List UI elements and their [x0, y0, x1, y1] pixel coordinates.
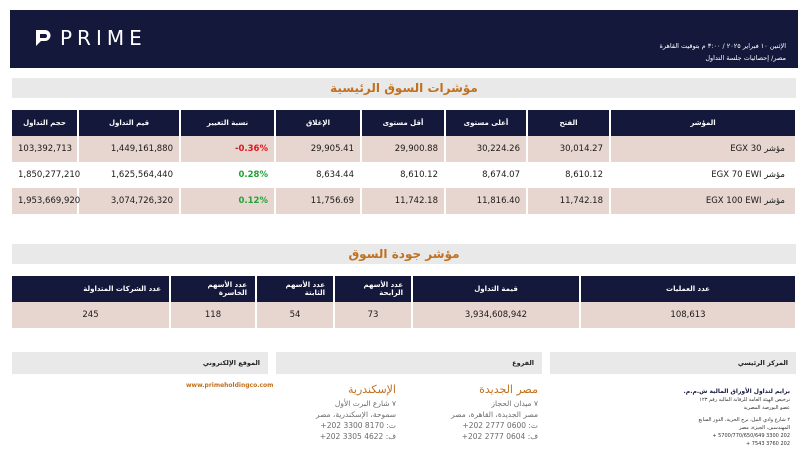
col-open: الفتح: [527, 110, 610, 136]
branch-address-line: مصر الجديدة، القاهرة، مصر: [451, 410, 538, 419]
hq-line: ٢ شارع وادي النيل، برج الحرية، الدور السابع: [698, 417, 790, 423]
hq-phone: 202 3300 5700/770/650/649 +: [712, 433, 790, 439]
value-cell: 1,449,161,880: [78, 136, 180, 162]
close-cell: 29,905.41: [275, 136, 361, 162]
change-cell: 0.28%: [180, 162, 275, 188]
col-index: المؤشر: [610, 110, 796, 136]
prime-logo: [34, 26, 147, 50]
volume-cell: 1,953,669,920: [12, 188, 78, 214]
index-name-cell: مؤشر EGX 70 EWI: [610, 162, 796, 188]
branch-address-line: ٧ شارع البرت الأول: [334, 399, 396, 408]
indices-header-row: [12, 110, 796, 136]
branch-address-line: ٧ ميدان الحجاز: [491, 399, 538, 408]
hq-company-name: برايم لتداول الأوراق المالية ش.م.م.: [683, 388, 790, 395]
col-losers: عدد الأسهم الخاسرة: [170, 276, 256, 302]
hq-label: المركز الرئيسي: [550, 352, 796, 374]
quality-header-row: [12, 276, 796, 302]
col-low: أقل مستوى: [361, 110, 445, 136]
col-volume: حجم التداول: [12, 110, 78, 136]
close-cell: 8,634.44: [275, 162, 361, 188]
branch-phone: ت: 8170 3300 202+: [320, 421, 396, 430]
col-close: الإغلاق: [275, 110, 361, 136]
col-value: قيم التداول: [78, 110, 180, 136]
col-unchanged: عدد الأسهم الثابتة: [256, 276, 334, 302]
hq-line: ترخيص الهيئة العامة للرقابة المالية رقم ١٢٣: [699, 397, 790, 403]
table-row: [12, 162, 796, 188]
change-cell: 0.12%: [180, 188, 275, 214]
col-high: أعلى مستوى: [445, 110, 527, 136]
high-cell: 8,674.07: [445, 162, 527, 188]
table-row: [12, 136, 796, 162]
table-row: [12, 302, 796, 328]
quality-section-title: مؤشر جودة السوق: [12, 244, 796, 264]
high-cell: 30,224.26: [445, 136, 527, 162]
open-cell: 11,742.18: [527, 188, 610, 214]
branches-label: الفروع: [276, 352, 542, 374]
hq-line: عضو البورصة المصرية: [743, 405, 790, 411]
col-companies-traded: عدد الشركات المتداولة: [12, 276, 170, 302]
branch-fax: ف: 4622 3305 202+: [319, 432, 396, 441]
companies-cell: 245: [12, 302, 170, 328]
low-cell: 29,900.88: [361, 136, 445, 162]
traded-value-cell: 3,934,608,942: [412, 302, 580, 328]
unchanged-cell: 54: [256, 302, 334, 328]
change-cell: -0.36%: [180, 136, 275, 162]
losers-cell: 118: [170, 302, 256, 328]
close-cell: 11,756.69: [275, 188, 361, 214]
website-label: الموقع الإلكتروني: [12, 352, 268, 374]
hq-fax: 202 3760 7543 +: [746, 441, 790, 447]
open-cell: 30,014.27: [527, 136, 610, 162]
branch-address-line: سموحة، الإسكندرية، مصر: [315, 410, 396, 419]
website-link[interactable]: www.primeholdingco.com: [186, 382, 274, 389]
col-change: نسبة التغيير: [180, 110, 275, 136]
transactions-cell: 108,613: [580, 302, 796, 328]
branch-alexandria: [286, 382, 396, 442]
branch-fax: ف: 0604 2777 202+: [461, 432, 538, 441]
high-cell: 11,816.40: [445, 188, 527, 214]
headquarters-info: [660, 388, 790, 448]
report-subtitle: مصر/ إحصائيات جلسة التداول: [705, 54, 786, 62]
indices-table: [12, 110, 797, 214]
col-traded-value: قيمة التداول: [412, 276, 580, 302]
volume-cell: 103,392,713: [12, 136, 78, 162]
branch-title: مصر الجديدة: [479, 383, 538, 396]
index-name-cell: مؤشر EGX 100 EWI: [610, 188, 796, 214]
open-cell: 8,610.12: [527, 162, 610, 188]
value-cell: 1,625,564,440: [78, 162, 180, 188]
volume-cell: 1,850,277,210: [12, 162, 78, 188]
report-date: الإثنين ١٠ فبراير ٢٠٢٥ / ٣:٠٠ م بتوقيت القاهرة: [659, 42, 786, 50]
col-gainers: عدد الأسهم الرابحة: [334, 276, 412, 302]
indices-section-title: مؤشرات السوق الرئيسية: [12, 78, 796, 98]
logo-text: PRIME: [60, 26, 147, 50]
index-name-cell: مؤشر EGX 30: [610, 136, 796, 162]
low-cell: 11,742.18: [361, 188, 445, 214]
prime-logo-icon: [34, 29, 52, 47]
col-transactions: عدد العمليات: [580, 276, 796, 302]
header-banner: [10, 10, 798, 68]
hq-line: المهندسين، الجيزة، مصر: [739, 425, 790, 431]
branch-heliopolis: [420, 382, 538, 442]
table-row: [12, 188, 796, 214]
branch-title: الإسكندرية: [348, 383, 396, 396]
quality-table: [12, 276, 797, 328]
gainers-cell: 73: [334, 302, 412, 328]
branch-phone: ت: 0600 2777 202+: [462, 421, 538, 430]
value-cell: 3,074,726,320: [78, 188, 180, 214]
low-cell: 8,610.12: [361, 162, 445, 188]
